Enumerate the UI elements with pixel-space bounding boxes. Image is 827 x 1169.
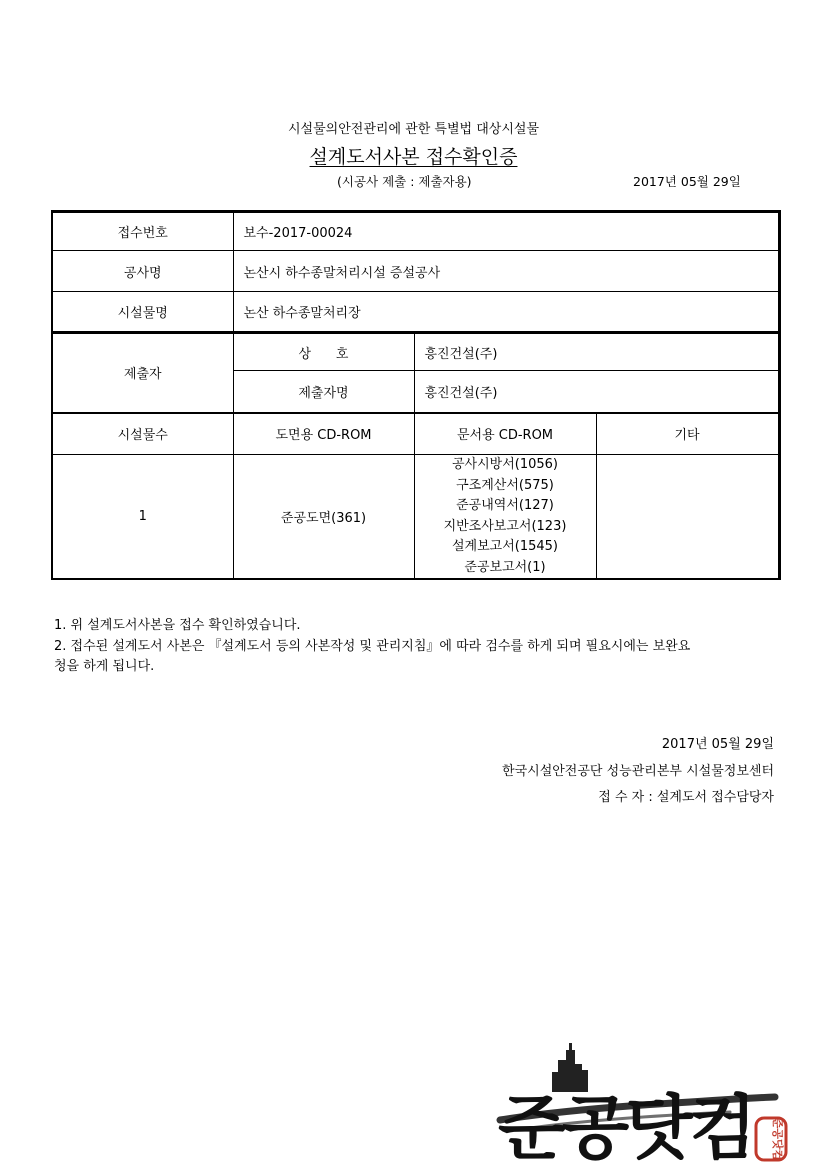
footer-date: 2017년 05월 29일 [661,737,774,752]
count-header: 시설물수 [52,413,233,455]
document-cd-header: 문서용 CD-ROM [414,413,596,455]
submitter-name-value: 흥진건설(주) [414,371,779,413]
project-name-label: 공사명 [52,251,233,292]
seal-text: 준공닷컴 [771,1117,784,1161]
list-item: 설계보고서(1545) [451,539,559,554]
list-item: 구조계산서(575) [456,477,554,493]
data-row [52,455,779,580]
issue-date: 2017년 05월 29일 [633,174,741,189]
footer-organization: 한국시설안전공단 성능관리본부 시설물정보센터 [502,764,774,779]
facility-row [52,292,779,333]
other-content [596,455,779,580]
receipt-number-label: 접수번호 [52,212,233,251]
project-name-value: 논산시 하수종말처리시설 증설공사 [233,251,779,292]
project-row [52,251,779,292]
drawing-cd-header: 도면용 CD-ROM [233,413,414,455]
drawing-cd-content: 준공도면(361) [233,455,414,580]
logo-text: 준공닷컴 [498,1086,753,1169]
company-row [52,333,779,371]
other-header: 기타 [596,413,779,455]
receipt-row [52,212,779,251]
seal-icon [756,1118,786,1161]
list-item: 지반조사보고서(123) [443,518,567,534]
submitter-name-label: 제출자명 [233,371,414,413]
footer-receiver: 접 수 자 : 설계도서 접수담당자 [598,790,774,805]
company-label: 상 호 [233,333,414,371]
document-list [415,455,596,578]
column-header-row [52,413,779,455]
note-line-1: 1. 위 설계도서사본을 접수 확인하였습니다. [54,618,301,633]
receipt-table [51,210,781,580]
submission-note: (시공사 제출 : 제출자용) [337,174,472,189]
submitter-label: 제출자 [52,333,233,413]
document-cd-content [414,455,596,580]
note-line-2-cont: 청을 하게 됩니다. [54,659,155,674]
facility-name-value: 논산 하수종말처리장 [233,292,779,333]
facility-name-label: 시설물명 [52,292,233,333]
list-item: 준공내역서(127) [456,498,554,513]
note-line-2: 2. 접수된 설계도서 사본은 『설계도서 등의 사본작성 및 관리지침』에 따라 검수를 하게 되며 필요시에는 보완요 [54,639,691,654]
list-item: 공사시방서(1056) [451,457,559,472]
receipt-number-value: 보수-2017-00024 [233,212,779,251]
company-logo [490,1040,790,1169]
document-subtitle: 시설물의안전관리에 관한 특별법 대상시설물 [288,122,539,137]
skyline-icon [552,1043,588,1092]
document-title: 설계도서사본 접수확인증 [309,146,518,168]
list-item: 준공보고서(1) [464,559,546,575]
facility-count: 1 [52,455,233,580]
company-value: 흥진건설(주) [414,333,779,371]
